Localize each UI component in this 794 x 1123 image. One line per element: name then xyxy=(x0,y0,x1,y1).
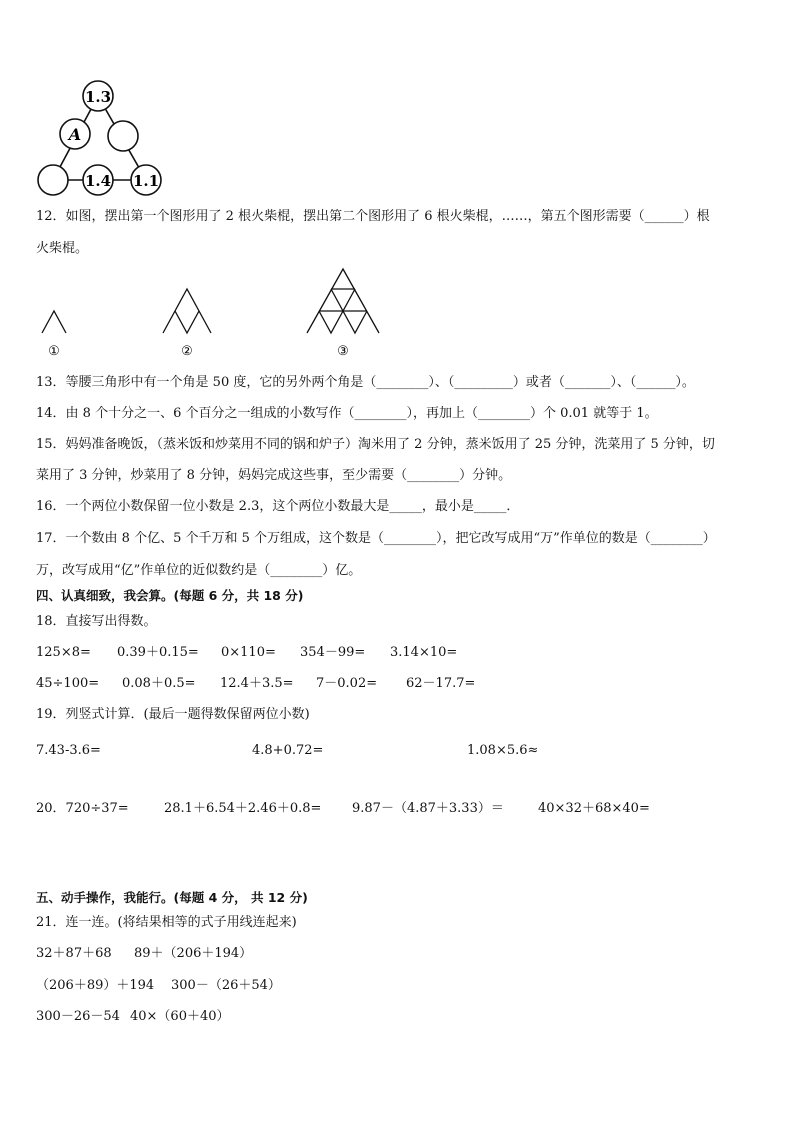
q20-item-4: 40×32＋68×40= xyxy=(538,801,650,816)
q18-r1-c4: 354－99= xyxy=(300,645,366,660)
q19-title: 19．列竖式计算．(最后一题得数保留两位小数) xyxy=(36,707,310,722)
q18-r2-c1: 45÷100= xyxy=(36,676,100,691)
number-triangle-figure xyxy=(36,78,166,198)
circle-bottom-value: 1.4 xyxy=(84,172,112,190)
q21-r3-left: 300－26－54 xyxy=(36,1009,120,1024)
q12-line1: 12．如图，摆出第一个图形用了 2 根火柴棍，摆出第二个图形用了 6 根火柴棍，……，第五个图形需要（______）根 xyxy=(36,209,710,224)
q18-r1-c2: 0.39＋0.15= xyxy=(117,645,199,660)
q18-r1-c3: 0×110= xyxy=(221,645,276,660)
q18-r2-c2: 0.08＋0.5= xyxy=(122,676,196,691)
circle-top-value: 1.3 xyxy=(84,88,112,106)
q21-r2-left: （206＋89）＋194 xyxy=(36,978,155,993)
q21-r1-left: 32＋87＋68 xyxy=(36,946,112,961)
figure-label-2: ② xyxy=(181,344,193,359)
q17-line2: 万，改写成用“亿”作单位的近似数约是（________）亿。 xyxy=(36,563,362,578)
figure-label-1: ① xyxy=(48,344,60,359)
q15-line1: 15．妈妈准备晚饭，（蒸米饭和炒菜用不同的锅和炉子）淘米用了 2 分钟，蒸米饭用了 25 分钟，洗菜用了 5 分钟，切 xyxy=(36,437,715,452)
q21-r2-right: 300－（26＋54） xyxy=(171,978,281,993)
circle-right-value: 1.1 xyxy=(132,172,160,190)
q18-r1-c5: 3.14×10= xyxy=(390,645,458,660)
q12-line2: 火柴棍。 xyxy=(36,241,89,256)
q20-item-3: 9.87－（4.87＋3.33）＝ xyxy=(352,801,504,816)
section-5-heading: 五、动手操作，我能行。(每题 4 分， 共 12 分) xyxy=(36,890,308,905)
q16: 16．一个两位小数保留一位小数是 2.3，这个两位小数最大是_____，最小是_____． xyxy=(36,499,520,514)
section-4-heading: 四、认真细致，我会算。(每题 6 分，共 18 分) xyxy=(36,588,304,603)
q21-title: 21．连一连。(将结果相等的式子用线连起来) xyxy=(36,915,297,930)
q19-item-1: 7.43-3.6= xyxy=(36,743,101,758)
q19-item-3: 1.08×5.6≈ xyxy=(467,743,539,758)
q18-r2-c5: 62－17.7= xyxy=(406,676,476,691)
q20-item-1: 20．720÷37= xyxy=(36,801,129,816)
matchstick-figures xyxy=(30,265,400,360)
q20-item-2: 28.1＋6.54＋2.46＋0.8= xyxy=(164,801,322,816)
q18-title: 18．直接写出得数。 xyxy=(36,614,157,629)
circle-left-label: A xyxy=(68,125,82,144)
q21-r3-right: 40×（60＋40） xyxy=(130,1009,230,1024)
q14: 14．由 8 个十分之一、6 个百分之一组成的小数写作（________），再加上（________）个 0.01 就等于 1。 xyxy=(36,406,658,421)
q18-r1-c1: 125×8= xyxy=(36,645,91,660)
q15-line2: 菜用了 3 分钟，炒菜用了 8 分钟，妈妈完成这些事，至少需要（________）分钟。 xyxy=(36,468,512,483)
q18-r2-c4: 7－0.02= xyxy=(316,676,378,691)
q21-r1-right: 89＋（206＋194） xyxy=(134,946,253,961)
q18-r2-c3: 12.4＋3.5= xyxy=(220,676,294,691)
figure-label-3: ③ xyxy=(337,344,349,359)
q17-line1: 17．一个数由 8 个亿、5 个千万和 5 个万组成，这个数是（________），把它改写成用“万”作单位的数是（________） xyxy=(36,531,716,546)
q13: 13．等腰三角形中有一个角是 50 度，它的另外两个角是（________）、（_________）或者（_______）、（______）。 xyxy=(36,375,695,390)
q19-item-2: 4.8+0.72= xyxy=(252,743,324,758)
